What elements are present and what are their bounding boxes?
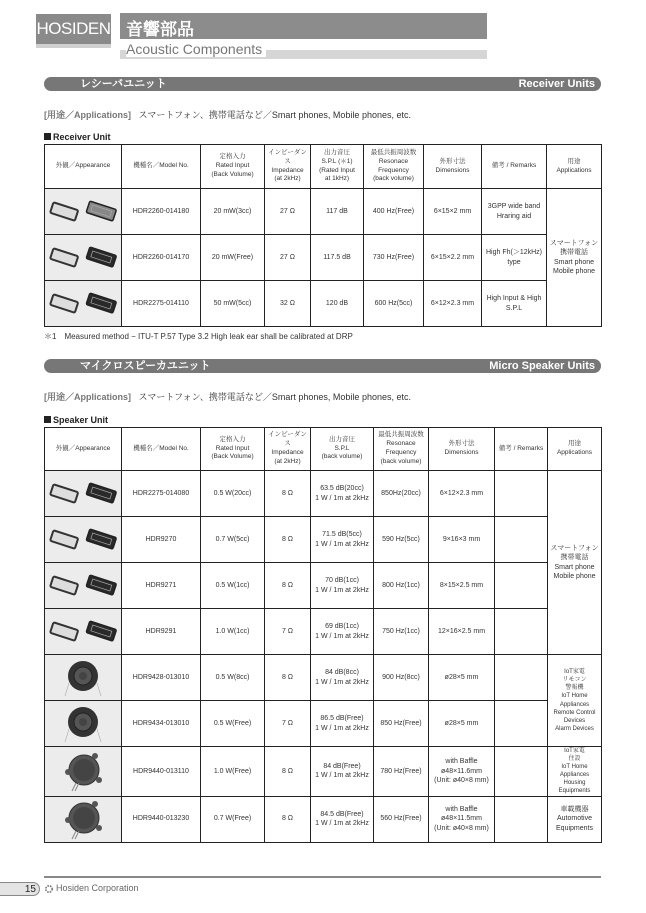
freq-cell: 400 Hz(Free)	[364, 189, 424, 235]
applications-cell: 車載機器 Automotive Equipments	[548, 796, 602, 842]
freq-cell: 750 Hz(1cc)	[374, 609, 429, 655]
input-cell: 20 mW(Free)	[201, 235, 265, 281]
section-title-jp: レシーバユニット	[80, 78, 167, 90]
table-header-row	[45, 428, 602, 471]
spl-cell: 71.5 dB(5cc) 1 W / 1m at 2kHz	[311, 517, 374, 563]
impedance-cell: 8 Ω	[265, 655, 311, 701]
dims-cell: ø28×5 mm	[429, 701, 495, 747]
spl-cell: 117 dB	[311, 189, 364, 235]
column-header: 定格入力 Rated Input (Back Volume)	[201, 428, 265, 471]
table-row	[45, 517, 602, 563]
column-header: 備考 / Remarks	[495, 428, 548, 471]
model-cell: HDR9291	[122, 609, 201, 655]
column-header: 用途 Applications	[548, 428, 602, 471]
section-title-jp: マイクロスピーカユニット	[80, 360, 211, 372]
spl-cell: 70 dB(1cc) 1 W / 1m at 2kHz	[311, 563, 374, 609]
model-cell: HDR9428-013010	[122, 655, 201, 701]
dims-cell: 6×15×2 mm	[424, 189, 482, 235]
page-title-en: Acoustic Components	[126, 41, 266, 57]
model-cell: HDR2275-014110	[122, 281, 201, 327]
column-header: 外形寸法 Dimensions	[429, 428, 495, 471]
spl-cell: 63.5 dB(20cc) 1 W / 1m at 2kHz	[311, 471, 374, 517]
freq-cell: 730 Hz(Free)	[364, 235, 424, 281]
impedance-cell: 27 Ω	[265, 235, 311, 281]
appearance-cell	[45, 655, 122, 701]
applications-label: [用途／Applications]	[44, 110, 131, 120]
impedance-cell: 8 Ω	[265, 796, 311, 842]
table-row	[45, 701, 602, 747]
applications-cell: IoT家電 リモコン 警報機 IoT Home Appliances Remote Control Devices Alarm Devices	[548, 655, 602, 747]
applications-text: スマートフォン、携帯電話など／Smart phones, Mobile phones, etc.	[138, 392, 411, 402]
freq-cell: 800 Hz(1cc)	[374, 563, 429, 609]
model-cell: HDR2260-014170	[122, 235, 201, 281]
product-photo-icon	[61, 798, 105, 840]
table-row	[45, 563, 602, 609]
speaker-table-title: Speaker Unit	[44, 415, 108, 425]
spl-cell: 86.5 dB(Free) 1 W / 1m at 2kHz	[311, 701, 374, 747]
column-header: 外観／Appearance	[45, 145, 122, 189]
remarks-cell: 3GPP wide band Hraring aid	[482, 189, 547, 235]
model-cell: HDR9271	[122, 563, 201, 609]
table-row	[45, 796, 602, 842]
column-header: 用途 Applications	[547, 145, 602, 189]
freq-cell: 900 Hz(8cc)	[374, 655, 429, 701]
column-header: 備考 / Remarks	[482, 145, 547, 189]
spl-cell: 84.5 dB(Free) 1 W / 1m at 2kHz	[311, 796, 374, 842]
column-header: インピーダンス Impedance (at 2kHz)	[265, 145, 311, 189]
applications-cell: スマートフォン 携帯電話 Smart phone Mobile phone	[548, 471, 602, 655]
freq-cell: 850Hz(20cc)	[374, 471, 429, 517]
model-cell: HDR9270	[122, 517, 201, 563]
product-photo-icon	[47, 620, 119, 644]
spl-cell: 84 dB(Free) 1 W / 1m at 2kHz	[311, 747, 374, 797]
model-cell: HDR2260-014180	[122, 189, 201, 235]
input-cell: 0.5 W(Free)	[201, 701, 265, 747]
page-title-jp: 音響部品	[126, 20, 194, 39]
table-row	[45, 655, 602, 701]
product-photo-icon	[63, 704, 103, 744]
remarks-cell	[495, 609, 548, 655]
table-row	[45, 747, 602, 797]
column-header: 機種名／Model No.	[122, 428, 201, 471]
appearance-cell	[45, 471, 122, 517]
table-header-row	[45, 145, 602, 189]
receiver-table	[44, 144, 602, 327]
spl-cell: 69 dB(1cc) 1 W / 1m at 2kHz	[311, 609, 374, 655]
input-cell: 20 mW(3cc)	[201, 189, 265, 235]
footnote: ＊1 Measured method − ITU-T P.57 Type 3.2 High leak ear shall be calibrated at DRP	[44, 332, 353, 341]
remarks-cell	[495, 701, 548, 747]
column-header: 出力音圧 S.P.L (＊1) (Rated Input at 1kHz)	[311, 145, 364, 189]
page-number: 15	[0, 882, 40, 896]
remarks-cell	[495, 796, 548, 842]
input-cell: 0.5 W(8cc)	[201, 655, 265, 701]
appearance-cell	[45, 609, 122, 655]
freq-cell: 780 Hz(Free)	[374, 747, 429, 797]
remarks-cell	[495, 747, 548, 797]
freq-cell: 850 Hz(Free)	[374, 701, 429, 747]
dims-cell: 6×15×2.2 mm	[424, 235, 482, 281]
remarks-cell	[495, 517, 548, 563]
section-title-en: Micro Speaker Units	[489, 360, 595, 372]
product-photo-icon	[47, 482, 119, 506]
impedance-cell: 8 Ω	[265, 517, 311, 563]
product-photo-icon	[47, 574, 119, 598]
receiver-applications	[44, 108, 411, 121]
product-photo-icon	[47, 200, 119, 224]
column-header: インピーダンス Impedance (at 2kHz)	[265, 428, 311, 471]
applications-label: [用途／Applications]	[44, 392, 131, 402]
footer-divider	[44, 876, 601, 878]
dims-cell: with Baffle ø48×11.5mm (Unit: ø40×8 mm)	[429, 796, 495, 842]
applications-cell: スマートフォン 携帯電話 Smart phone Mobile phone	[547, 189, 602, 327]
model-cell: HDR2275-014080	[122, 471, 201, 517]
applications-text: スマートフォン、携帯電話など／Smart phones, Mobile phones, etc.	[138, 110, 411, 120]
impedance-cell: 7 Ω	[265, 609, 311, 655]
spl-cell: 117.5 dB	[311, 235, 364, 281]
column-header: 外形寸法 Dimensions	[424, 145, 482, 189]
remarks-cell: High Input & High S.P.L	[482, 281, 547, 327]
input-cell: 0.5 W(20cc)	[201, 471, 265, 517]
speaker-section-bar	[44, 359, 601, 373]
remarks-cell: High Fh(＞12kHz) type	[482, 235, 547, 281]
dims-cell: 6×12×2.3 mm	[429, 471, 495, 517]
input-cell: 1.0 W(Free)	[201, 747, 265, 797]
column-header: 最低共振周波数 Resonace Frequency (back volume)	[374, 428, 429, 471]
dims-cell: 6×12×2.3 mm	[424, 281, 482, 327]
applications-cell: IoT家電 住設 IoT Home Appliances Housing Equipments	[548, 747, 602, 797]
table-row	[45, 189, 602, 235]
appearance-cell	[45, 281, 122, 327]
column-header: 機種名／Model No.	[122, 145, 201, 189]
column-header: 最低共振周波数 Resonace Frequency (back volume)	[364, 145, 424, 189]
impedance-cell: 27 Ω	[265, 189, 311, 235]
appearance-cell	[45, 563, 122, 609]
table-row	[45, 235, 602, 281]
remarks-cell	[495, 655, 548, 701]
table-row	[45, 609, 602, 655]
product-photo-icon	[63, 658, 103, 698]
model-cell: HDR9434-013010	[122, 701, 201, 747]
hosiden-gear-icon	[44, 884, 54, 894]
remarks-cell	[495, 563, 548, 609]
column-header: 定格入力 Rated Input (Back Volume)	[201, 145, 265, 189]
input-cell: 1.0 W(1cc)	[201, 609, 265, 655]
impedance-cell: 8 Ω	[265, 471, 311, 517]
impedance-cell: 7 Ω	[265, 701, 311, 747]
table-row	[45, 281, 602, 327]
spl-cell: 120 dB	[311, 281, 364, 327]
impedance-cell: 32 Ω	[265, 281, 311, 327]
dims-cell: 8×15×2.5 mm	[429, 563, 495, 609]
appearance-cell	[45, 189, 122, 235]
column-header: 外観／Appearance	[45, 428, 122, 471]
model-cell: HDR9440-013110	[122, 747, 201, 797]
impedance-cell: 8 Ω	[265, 747, 311, 797]
input-cell: 0.7 W(Free)	[201, 796, 265, 842]
appearance-cell	[45, 235, 122, 281]
speaker-table	[44, 427, 602, 843]
receiver-section-bar	[44, 77, 601, 91]
appearance-cell	[45, 796, 122, 842]
column-header: 出力音圧 S.P.L (back volume)	[311, 428, 374, 471]
product-photo-icon	[47, 528, 119, 552]
dims-cell: with Baffle ø48×11.6mm (Unit: ø40×8 mm)	[429, 747, 495, 797]
dims-cell: 12×16×2.5 mm	[429, 609, 495, 655]
input-cell: 50 mW(5cc)	[201, 281, 265, 327]
logo-underline	[36, 44, 111, 48]
remarks-cell	[495, 471, 548, 517]
appearance-cell	[45, 747, 122, 797]
spl-cell: 84 dB(8cc) 1 W / 1m at 2kHz	[311, 655, 374, 701]
model-cell: HDR9440-013230	[122, 796, 201, 842]
receiver-table-title: Receiver Unit	[44, 132, 111, 142]
freq-cell: 560 Hz(Free)	[374, 796, 429, 842]
speaker-applications	[44, 390, 411, 403]
input-cell: 0.7 W(5cc)	[201, 517, 265, 563]
company-name: Hosiden Corporation	[56, 883, 139, 893]
freq-cell: 600 Hz(5cc)	[364, 281, 424, 327]
input-cell: 0.5 W(1cc)	[201, 563, 265, 609]
impedance-cell: 8 Ω	[265, 563, 311, 609]
section-title-en: Receiver Units	[518, 78, 595, 90]
dims-cell: ø28×5 mm	[429, 655, 495, 701]
table-row	[45, 471, 602, 517]
dims-cell: 9×16×3 mm	[429, 517, 495, 563]
freq-cell: 590 Hz(5cc)	[374, 517, 429, 563]
product-photo-icon	[47, 292, 119, 316]
product-photo-icon	[47, 246, 119, 270]
appearance-cell	[45, 517, 122, 563]
hosiden-logo: HOSIDEN	[36, 14, 111, 44]
product-photo-icon	[61, 750, 105, 792]
appearance-cell	[45, 701, 122, 747]
